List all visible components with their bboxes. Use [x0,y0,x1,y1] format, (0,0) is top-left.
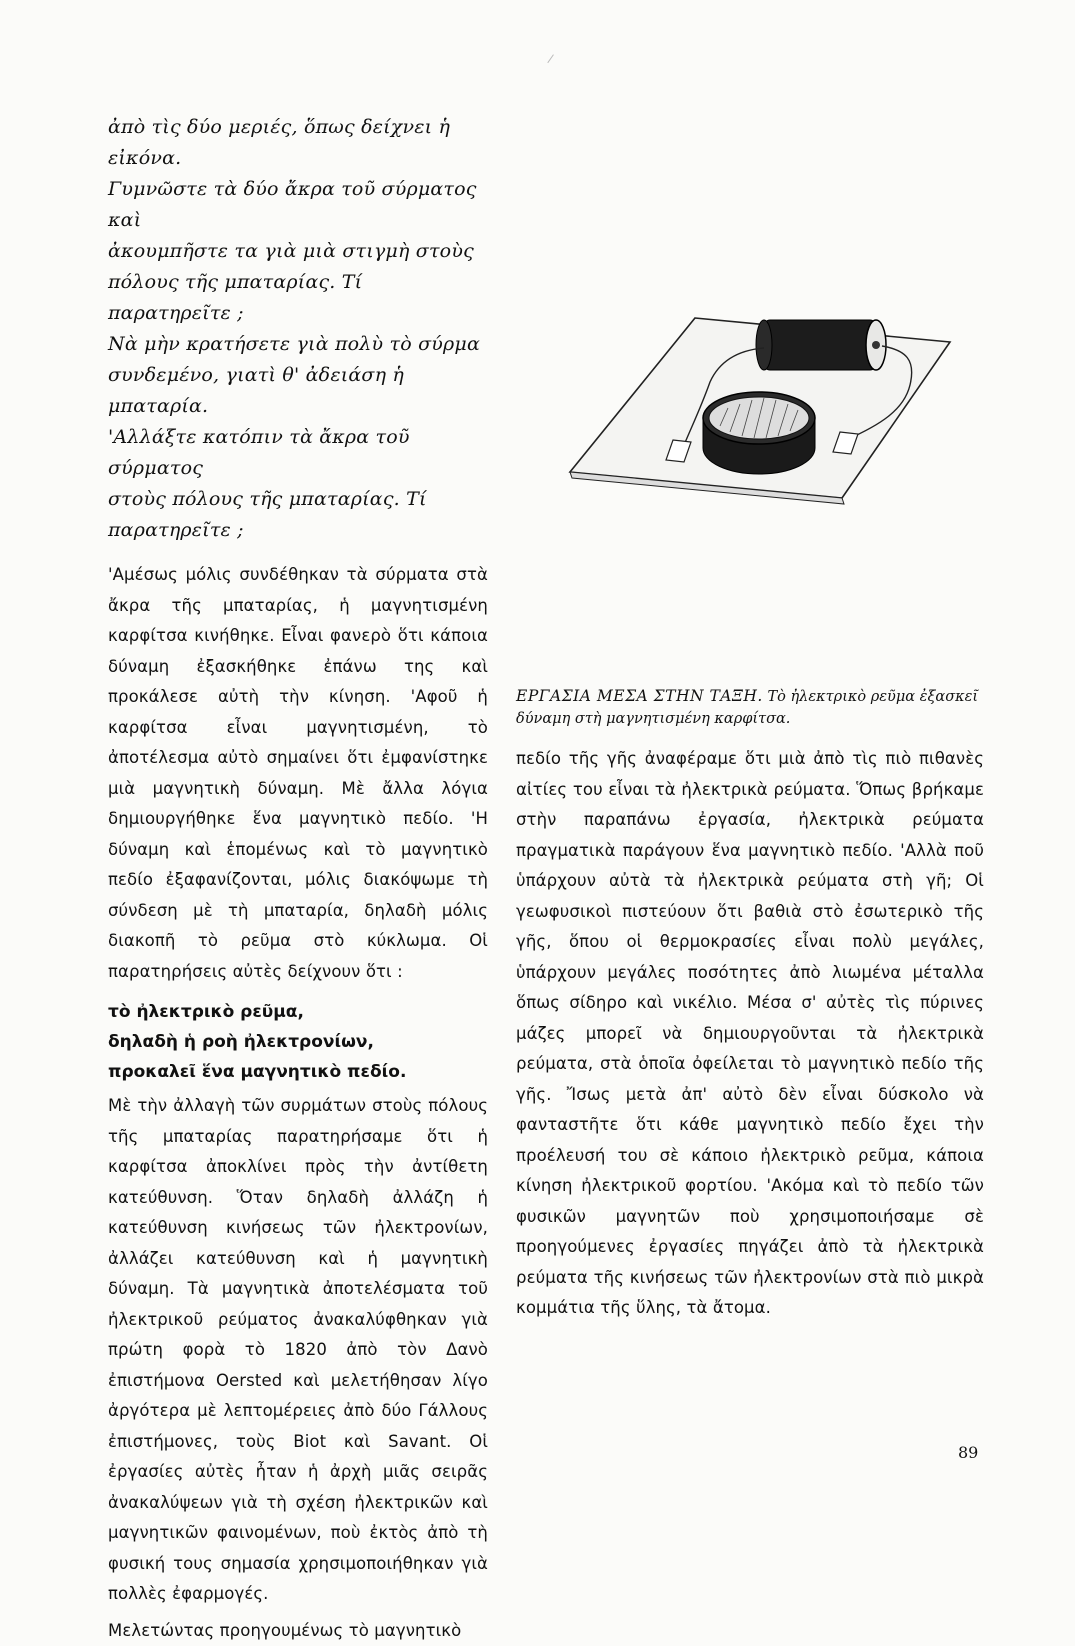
instructions-italic [108,112,488,546]
italic-line: Νὰ μὴν κρατήσετε γιὰ πολὺ τὸ σύρμα [108,329,488,360]
paragraph-observation: 'Αμέσως μόλις συνδέθηκαν τὰ σύρματα στὰ ἄκρα τῆς μπαταρίας, ἡ μαγνητισμένη καρφίτσα κινήθηκε. Εἶναι φανερὸ ὅτι κάποια δύναμη ἐξασκήθηκε ἐπάνω της καὶ προκάλεσε αὐτὴ τὴν κίνηση. 'Αφοῦ ἡ καρφίτσα εἶναι μαγνητισμένη, τὸ ἀποτέλεσμα αὐτὸ σημαίνει ὅτι ἐμφανίστηκε μιὰ μαγνητικὴ δύναμη. Μὲ ἄλλα λόγια δημιουργήθηκε ἕνα μαγνητικὸ πεδίο. 'Η δύναμη καὶ ἑπομένως καὶ τὸ μαγνητικὸ πεδίο ἐξαφανίζονται, μόλις διακόψωμε τὴ σύνδεση μὲ τὴ μπαταρία, δηλαδὴ μόλις διακοπῆ τὸ ρεῦμα στὸ κύκλωμα. Οἱ παρατηρήσεις αὐτὲς δείχνουν ὅτι : [108,560,488,987]
battery-compass-figure [560,300,960,550]
battery-icon [764,320,876,370]
paragraph-earth-field: πεδίο τῆς γῆς ἀναφέραμε ὅτι μιὰ ἀπὸ τὶς πιὸ πιθανὲς αἰτίες του εἶναι τὰ ἠλεκτρικὰ ρεύματα. Ὅπως βρήκαμε στὴν παραπάνω ἐργασία, ἠλεκτρικὰ ρεύματα πραγματικὰ παράγουν ἕνα μαγνητικὸ πεδίο. 'Αλλὰ ποῦ ὑπάρχουν αὐτὰ τὰ ἠλεκτρικὰ ρεύματα στὴ γῆ; Οἱ γεωφυσικοὶ πιστεύουν ὅτι βαθιὰ στὸ ἐσωτερικὸ τῆς γῆς, ὅπου οἱ θερμοκρασίες εἶναι πολὺ μεγάλες, ὑπάρχουν μεγάλες ποσότητες ἀπὸ λιωμένα μέταλλα ὅπως σίδηρο καὶ νικέλιο. Μέσα σ' αὐτὲς τὶς πύρινες μάζες μπορεῖ νὰ δημιουργοῦνται τὰ ἠλεκτρικὰ ρεύματα, στὰ ὁποῖα ὀφείλεται τὸ μαγνητικὸ πεδίο τῆς γῆς. Ἴσως μετὰ ἀπ' αὐτὸ δὲν εἶναι δύσκολο νὰ φανταστῆτε ὅτι κάθε μαγνητικὸ πεδίο ἔχει τὴν προέλευσή του σὲ κάποιο ἠλεκτρικὸ ρεῦμα, κάποια κίνηση ἠλεκτρικοῦ φορτίου. 'Ακόμα καὶ τὸ πεδίο τῶν φυσικῶν μαγνητῶν ποὺ χρησιμοποιήσαμε σὲ προηγούμενες ἐργασίες πηγάζει ἀπὸ τὰ ἠλεκτρικὰ ρεύματα τῆς κινήσεως τῶν ἠλεκτρονίων στὰ πιὸ μικρὰ κομμάτια τῆς ὕλης, τὰ ἄτομα. [516,744,984,1324]
italic-line: 'Αλλάξτε κατόπιν τὰ ἄκρα τοῦ σύρματος [108,422,488,484]
caption-heading: ΕΡΓΑΣΙΑ ΜΕΣΑ ΣΤΗΝ ΤΑΞΗ. [516,687,763,705]
italic-line: ἀκουμπῆστε τα γιὰ μιὰ στιγμὴ στοὺς [108,236,488,267]
paragraph-history: Μὲ τὴν ἀλλαγὴ τῶν συρμάτων στοὺς πόλους τῆς μπαταρίας παρατηρήσαμε ὅτι ἡ καρφίτσα ἀποκλίνει πρὸς τὴν ἀντίθετη κατεύθυνση. Ὅταν δηλαδὴ ἀλλάζη ἡ κατεύθυνση κινήσεως τῶν ἠλεκτρονίων, ἀλλάζει κατεύθυνση καὶ ἡ μαγνητικὴ δύναμη. Τὰ μαγνητικὰ ἀποτελέσματα τοῦ ἠλεκτρικοῦ ρεύματος ἀνακαλύφθηκαν γιὰ πρώτη φορὰ τὸ 1820 ἀπὸ τὸν Δανὸ ἐπιστήμονα Oersted καὶ μελετήθησαν λίγο ἀργότερα μὲ λεπτομέρειες ἀπὸ δύο Γάλλους ἐπιστήμονες, τοὺς Biot καὶ Savant. Οἱ ἐργασίες αὐτὲς ἦταν ἡ ἀρχὴ μιᾶς σειρᾶς ἀνακαλύψεων γιὰ τὴ σχέση ἠλεκτρικῶν καὶ μαγνητικῶν φαινομένων, ποὺ ἐκτὸς ἀπὸ τὴ φυσική τους σημασία χρησιμοποιήθηκαν γιὰ πολλὲς ἐφαρμογές. [108,1091,488,1610]
caption-text: Τὸ ἠλεκτρικὸ ρεῦμα ἐξασκεῖ δύναμη στὴ μαγνητισμένη καρφίτσα. [516,689,978,727]
paragraph-continued: Μελετώντας προηγουμένως τὸ μαγνητικὸ [108,1616,488,1646]
italic-line: πόλους τῆς μπαταρίας. Τί παρατηρεῖτε ; [108,267,488,329]
left-column [108,112,488,1646]
italic-line: παρατηρεῖτε ; [108,515,488,546]
scan-mark [547,54,554,63]
italic-line: στοὺς πόλους τῆς μπαταρίας. Τί [108,484,488,515]
page-number: 89 [958,1443,978,1462]
italic-line: Γυμνῶστε τὰ δύο ἄκρα τοῦ σύρματος καὶ [108,174,488,236]
italic-line: ἀπὸ τὶς δύο μεριές, ὅπως δείχνει ἡ εἰκόνα. [108,112,488,174]
right-column [516,685,984,1324]
battery-terminal [872,341,880,349]
figure-caption [516,685,984,730]
key-conclusion [108,997,488,1087]
conclusion-line: δηλαδὴ ἡ ροὴ ἠλεκτρονίων, [108,1027,488,1057]
italic-line: συνδεμένο, γιατὶ θ' ἀδειάση ἡ μπαταρία. [108,360,488,422]
conclusion-line: προκαλεῖ ἕνα μαγνητικὸ πεδίο. [108,1057,488,1087]
conclusion-line: τὸ ἠλεκτρικὸ ρεῦμα, [108,997,488,1027]
